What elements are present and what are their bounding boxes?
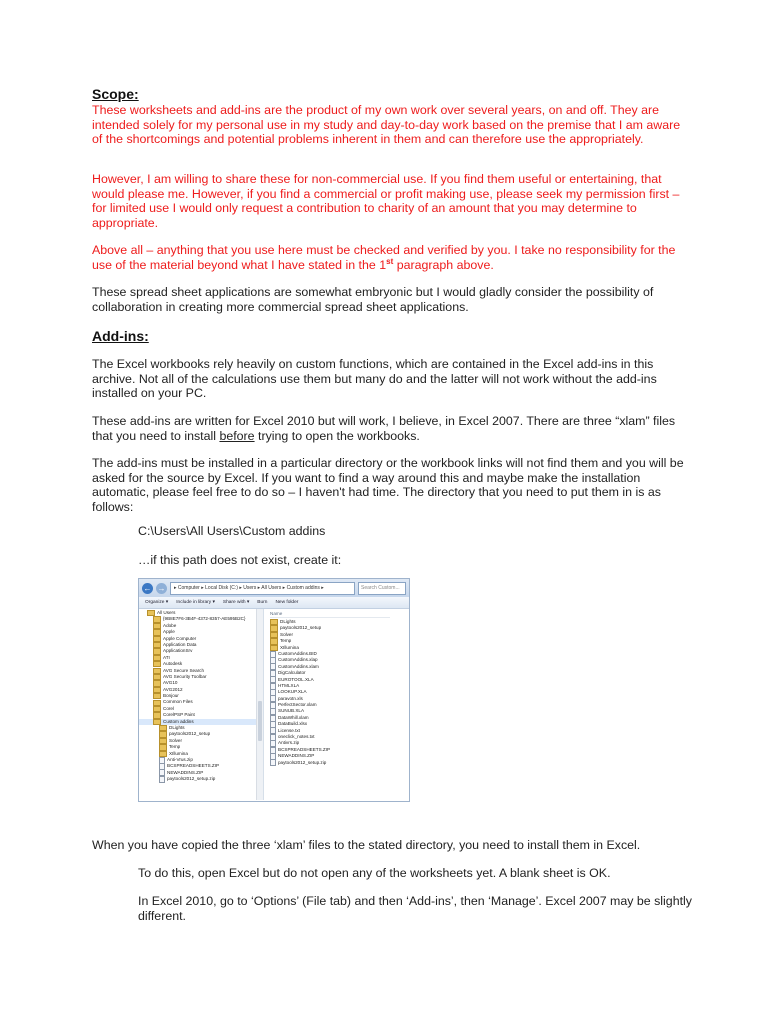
ordinal-superscript: st xyxy=(386,256,394,266)
folder-icon xyxy=(153,668,161,674)
file-list-item-label: Antivrs.zip xyxy=(278,740,300,746)
file-list-item-label: paytools2012_setup.zip xyxy=(278,759,327,765)
file-list-item-label: LOOKUP.XLA xyxy=(278,689,307,695)
folder-icon xyxy=(153,712,161,718)
addins-paragraph-5: To do this, open Excel but do not open any of the worksheets yet. A blank sheet is OK. xyxy=(138,866,611,880)
toolbar-item: Include in library ▾ xyxy=(176,600,215,605)
back-arrow-icon: ← xyxy=(143,583,152,593)
folder-icon xyxy=(153,674,161,680)
explorer-file-list xyxy=(264,609,409,800)
folder-icon xyxy=(270,632,278,638)
scope-paragraph-3 xyxy=(92,243,692,272)
tree-item-label: ATI xyxy=(163,654,170,660)
addins-paragraph-4: When you have copied the three ‘xlam’ files to the stated directory, you need to install them in Excel. xyxy=(92,838,641,852)
file-list-item-label: Solver xyxy=(280,631,294,637)
scope-paragraph-3-text: Above all – anything that you use here must be checked and verified by you. I take no responsibility for the use of the material beyond what I have stated in the 1 xyxy=(92,243,676,272)
address-path: ▸ Computer ▸ Local Disk (C:) ▸ Users ▸ All Users ▸ Custom addins ▸ xyxy=(170,582,355,595)
addins-paragraph-3: The add-ins must be installed in a particular directory or the workbook links will not find them and you will be asked for the source by Excel. If you want to find a way around this and maybe make the installation automatic, please feel free to do so – I haven't had time. The directory that you need to put them in is as follows: xyxy=(92,456,684,514)
folder-icon xyxy=(159,731,167,737)
tree-item-label: paytools2012_setup xyxy=(169,731,211,737)
tree-item-label: NEWADDINS.ZIP xyxy=(167,769,204,775)
scope-paragraph-2: However, I am willing to share these for non-commercial use. If you find them useful or entertaining, that would please me. However, if you find a commercial or profit making use, please seek my permission first – for limited use I would only request a contribution to charity of an amount that you may determine to appropriate. xyxy=(92,172,680,230)
tree-item-label: Custom addins xyxy=(163,718,194,724)
addins-heading: Add-ins: xyxy=(92,328,149,344)
file-list-item-label: SUNUB.XLA xyxy=(278,708,305,714)
folder-icon xyxy=(153,616,161,622)
folder-icon xyxy=(153,693,161,699)
tree-item-label: BCSPREADSHEETS.ZIP xyxy=(167,763,220,769)
tree-item-label: {9B8E7F6-3B4F-4372-8357-AE595B2C} xyxy=(163,616,246,622)
folder-icon xyxy=(270,638,278,644)
addins-paragraph-2 xyxy=(92,414,692,443)
file-list-item-label: oneclick_notes.txt xyxy=(278,734,315,740)
tree-item-label: Anti-Vrus.zip xyxy=(167,756,193,762)
file-list-item-label: DLights xyxy=(280,619,296,624)
tree-item-label: Adobe xyxy=(163,622,177,628)
forward-arrow-icon: → xyxy=(157,583,166,593)
tree-item-label: Application Data xyxy=(163,641,197,647)
folder-icon xyxy=(153,629,161,635)
file-list-item-label: NEWADDINS.ZIP xyxy=(278,753,315,759)
tree-item xyxy=(139,616,263,622)
addins-paragraph-1: The Excel workbooks rely heavily on custom functions, which are contained in the Excel add-ins in this archive. Not all of the calculations use them but many do and the latter will not work without the add-ins installed on your PC. xyxy=(92,357,657,401)
folder-icon xyxy=(153,623,161,629)
file-list-item-label: License.txt xyxy=(278,727,300,733)
folder-icon xyxy=(159,725,167,731)
tree-item-label: XIllumina xyxy=(169,750,188,756)
file-list-item-label: paravotn.xls xyxy=(278,695,303,701)
tree-item-label: All Users xyxy=(157,610,176,615)
folder-icon xyxy=(153,648,161,654)
folder-icon xyxy=(147,610,155,616)
scope-paragraph-1: These worksheets and add-ins are the product of my own work over several years, on and off. They are intended solely for my personal use in my study and day-to-day work based on the premise that I am aware of the shortcomings and potential problems inherent in them and can therefore use the appropriately. xyxy=(92,103,681,147)
file-list-item-label: HTMLXLA xyxy=(278,682,300,688)
file-list-item-label: CustomAddins.xlam xyxy=(278,663,319,669)
tree-item-label: paytools2012_setup.zip xyxy=(167,776,216,782)
file-list-item-label: Temp xyxy=(280,638,292,644)
addins-paragraph-2-text: These add-ins are written for Excel 2010 but will work, I believe, in Excel 2007. There are three “xlam” files that you need to install xyxy=(92,414,676,443)
folder-icon xyxy=(159,738,167,744)
tree-item-label: AVG2012 xyxy=(163,686,183,692)
tree-item-label: DLights xyxy=(169,725,185,731)
file-list-item-label: DataWhill.xlam xyxy=(278,714,309,720)
tree-scroll-thumb xyxy=(258,701,262,741)
tree-item-label: AVG Security Toolbar xyxy=(163,673,207,679)
file-list-item-label: CustomAddins.BID xyxy=(278,650,317,656)
addins-paragraph-6: In Excel 2010, go to ‘Options’ (File tab) and then ‘Add-ins’, then ‘Manage’. Excel 2007 may be slightly different. xyxy=(138,894,692,923)
file-list-item-label: XIllumina xyxy=(280,644,299,650)
folder-icon xyxy=(153,706,161,712)
scope-paragraph-4: These spread sheet applications are somewhat embryonic but I would gladly consider the possibility of collaboration in creating more commercial spread sheet applications. xyxy=(92,285,654,314)
folder-icon xyxy=(270,625,278,631)
emphasis-before: before xyxy=(219,428,255,443)
file-list-item-label: BCSPREADSHEETS.ZIP xyxy=(278,746,331,752)
folder-icon xyxy=(153,700,161,706)
tree-item-label: Bonjour xyxy=(163,693,179,699)
scope-paragraph-3-end: paragraph above. xyxy=(393,257,494,272)
explorer-toolbar xyxy=(139,597,409,609)
tree-scrollbar xyxy=(256,609,263,800)
addins-paragraph-2-end: trying to open the workbooks. xyxy=(254,428,420,443)
folder-icon xyxy=(153,655,161,661)
explorer-search-box: Search Custom... xyxy=(358,582,406,595)
tree-item-label: Corel xyxy=(163,705,174,711)
explorer-folder-tree xyxy=(139,609,264,800)
tree-item-label: Apple xyxy=(163,629,175,635)
folder-icon xyxy=(153,719,161,725)
file-list-item xyxy=(270,760,409,766)
tree-item-label: ApplicationSrv xyxy=(163,648,193,654)
folder-icon xyxy=(153,636,161,642)
tree-item-label: AVG10 xyxy=(163,680,178,686)
folder-icon xyxy=(153,642,161,648)
toolbar-item: Organize ▾ xyxy=(145,600,169,605)
install-path: C:\Users\All Users\Custom addins xyxy=(138,524,326,538)
file-list-item-label: DataBuild.xlsx xyxy=(278,721,308,727)
tree-item-label: CorelPSP Paint xyxy=(163,712,195,718)
file-list-item-label: DigCalculator xyxy=(278,670,306,676)
folder-icon xyxy=(153,661,161,667)
tree-item-label: Temp xyxy=(169,744,181,750)
tree-item xyxy=(139,776,263,782)
explorer-address-bar xyxy=(139,579,409,597)
file-list-item-label: CustomAddins.xlap xyxy=(278,657,318,663)
folder-icon xyxy=(159,744,167,750)
explorer-screenshot xyxy=(138,578,410,802)
folder-icon xyxy=(153,687,161,693)
tree-item-label: Common Files xyxy=(163,699,193,705)
scope-heading: Scope: xyxy=(92,86,139,102)
tree-item-label: Apple Computer xyxy=(163,635,197,641)
file-list-item-label: PerfectSector.xlam xyxy=(278,702,317,708)
file-icon xyxy=(159,776,165,783)
toolbar-item: New folder xyxy=(275,600,299,605)
toolbar-item: Burn xyxy=(257,600,268,605)
name-column-header: Name xyxy=(270,610,390,618)
tree-item-label: Autodesk xyxy=(163,661,183,667)
tree-item-label: AVG Secure Search xyxy=(163,667,205,673)
tree-item-label: Solver xyxy=(169,737,183,743)
file-list-item-label: paytools2012_setup xyxy=(280,625,322,631)
file-list-item-label: EUROTOOL.XLA xyxy=(278,676,314,682)
folder-icon xyxy=(153,680,161,686)
file-icon xyxy=(270,759,276,766)
install-path-note: …if this path does not exist, create it: xyxy=(138,553,342,567)
toolbar-item: Share with ▾ xyxy=(222,600,250,605)
folder-icon xyxy=(270,619,278,625)
